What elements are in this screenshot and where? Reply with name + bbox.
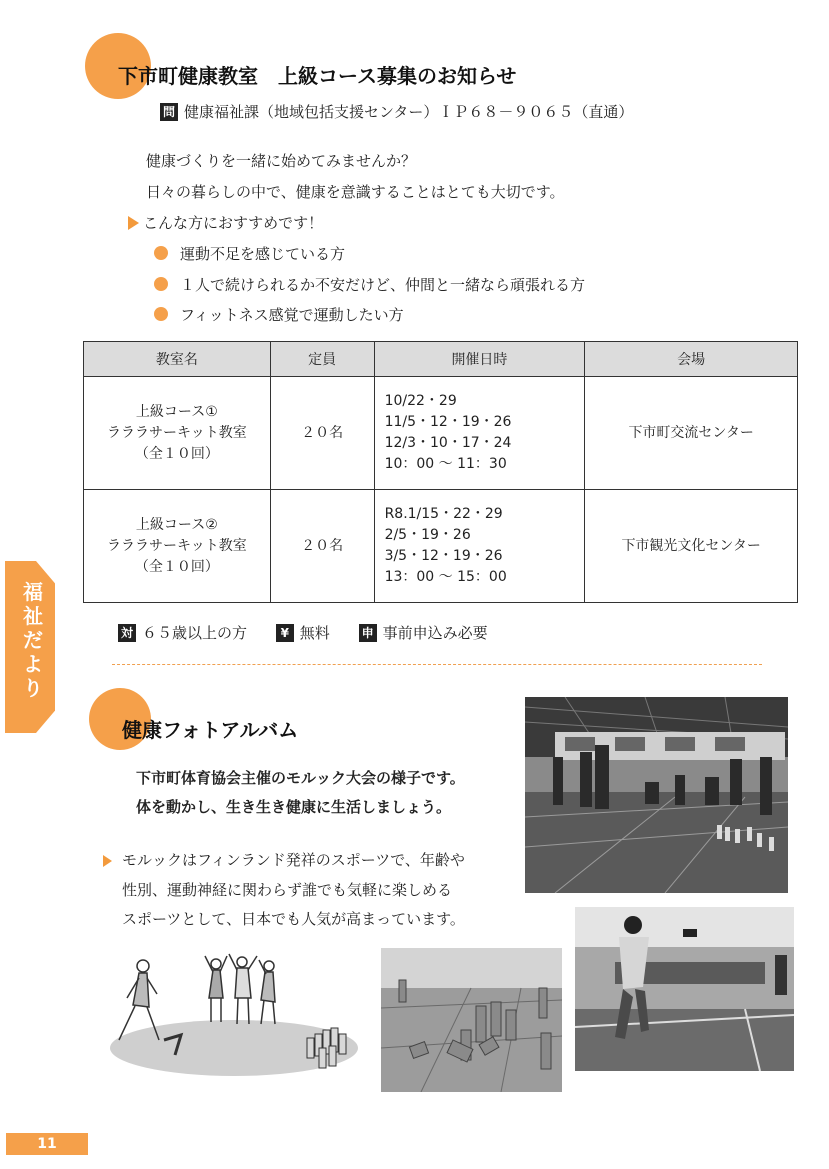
table-row <box>84 377 798 490</box>
molkky-players-illustration <box>109 950 360 1080</box>
contact-text: 健康福祉課（地域包括支援センター）ＩＰ６８－９０６５（直通） <box>184 103 634 121</box>
course-name-cell <box>84 377 271 490</box>
course-name-line: 上級コース① <box>135 403 218 420</box>
table-row <box>84 490 798 603</box>
dot-bullet-icon <box>154 307 168 321</box>
recommend-heading <box>128 212 323 233</box>
side-tab-char: り <box>23 676 43 700</box>
contact-line <box>160 101 633 122</box>
date-line: 3/5・12・19・26 <box>384 548 503 564</box>
course-name-line: 上級コース② <box>135 516 218 533</box>
table-header: 定員 <box>270 342 374 377</box>
dates-cell <box>374 377 585 490</box>
contact-tag: 問 <box>160 103 178 121</box>
intro-line-1: 健康づくりを一緒に始めてみませんか？ <box>146 152 417 170</box>
condition-text: 無料 <box>299 624 330 642</box>
target-tag: 対 <box>118 624 136 642</box>
venue-cell: 下市観光文化センター <box>585 490 798 603</box>
molkky-pins-photo <box>381 948 562 1092</box>
table-header: 会場 <box>585 342 798 377</box>
table-header: 開催日時 <box>374 342 585 377</box>
table-header: 教室名 <box>84 342 271 377</box>
section-divider <box>112 664 762 665</box>
time-line: 10：00 ～ 11：30 <box>384 456 507 472</box>
recommend-item-text: フィットネス感覚で運動したい方 <box>180 306 404 324</box>
description-line-3: スポーツとして、日本でも人気が高まっています。 <box>122 910 465 928</box>
date-line: 2/5・19・26 <box>384 527 471 543</box>
course-name-line: （全１０回） <box>134 558 219 575</box>
page-number: 11 <box>6 1133 88 1155</box>
page-title: 下市町健康教室 上級コース募集のお知らせ <box>118 64 517 88</box>
conditions-line <box>118 622 512 643</box>
recommend-item-text: １人で続けられるか不安だけど、仲間と一緒なら頑張れる方 <box>180 276 586 294</box>
subtitle-line-2: 体を動かし、生き生き健康に生活しましょう。 <box>136 798 452 816</box>
recommend-item <box>154 243 345 264</box>
side-tab-char: 祉 <box>23 604 43 628</box>
side-tab-label <box>22 580 44 700</box>
section-title: 健康フォトアルバム <box>122 718 299 742</box>
side-tab-char: だ <box>23 628 43 652</box>
side-tab-char: よ <box>23 652 43 676</box>
capacity-cell: ２０名 <box>270 377 374 490</box>
date-line: 10/22・29 <box>384 393 457 409</box>
condition-application <box>359 624 488 642</box>
condition-fee <box>276 624 330 642</box>
condition-target <box>118 624 247 642</box>
date-line: R8.1/15・22・29 <box>384 506 503 522</box>
venue-cell: 下市町交流センター <box>585 377 798 490</box>
time-line: 13：00 ～ 15：00 <box>384 569 507 585</box>
description-line-1 <box>103 849 465 870</box>
date-line: 11/5・12・19・26 <box>384 414 512 430</box>
recommend-item <box>154 274 585 295</box>
recommend-item-text: 運動不足を感じている方 <box>180 245 346 263</box>
subtitle-line-1: 下市町体育協会主催のモルック大会の様子です。 <box>136 769 465 787</box>
course-name-line: ラララサーキット教室 <box>106 424 247 441</box>
triangle-bullet-icon <box>103 855 112 867</box>
application-tag: 申 <box>359 624 377 642</box>
schedule-table <box>83 341 798 603</box>
condition-text: 事前申込み必要 <box>382 624 488 642</box>
condition-text: ６５歳以上の方 <box>142 624 248 642</box>
dates-cell <box>374 490 585 603</box>
capacity-cell: ２０名 <box>270 490 374 603</box>
date-line: 12/3・10・17・24 <box>384 435 512 451</box>
description-line-2: 性別、運動神経に関わらず誰でも気軽に楽しめる <box>122 881 453 899</box>
recommend-item <box>154 304 404 325</box>
yen-tag: ¥ <box>276 624 294 642</box>
thrower-photo <box>575 907 794 1071</box>
description-text: モルックはフィンランド発祥のスポーツで、年齢や <box>122 851 465 869</box>
side-tab-char: 福 <box>23 580 43 604</box>
dot-bullet-icon <box>154 246 168 260</box>
course-name-cell <box>84 490 271 603</box>
course-name-line: ラララサーキット教室 <box>106 537 247 554</box>
triangle-bullet-icon <box>128 216 139 230</box>
recommend-title: こんな方におすすめです！ <box>143 214 324 232</box>
gym-tournament-photo <box>525 697 788 893</box>
intro-line-2: 日々の暮らしの中で、健康を意識することはとても大切です。 <box>146 183 565 201</box>
table-header-row <box>84 342 798 377</box>
dot-bullet-icon <box>154 277 168 291</box>
course-name-line: （全１０回） <box>134 445 219 462</box>
